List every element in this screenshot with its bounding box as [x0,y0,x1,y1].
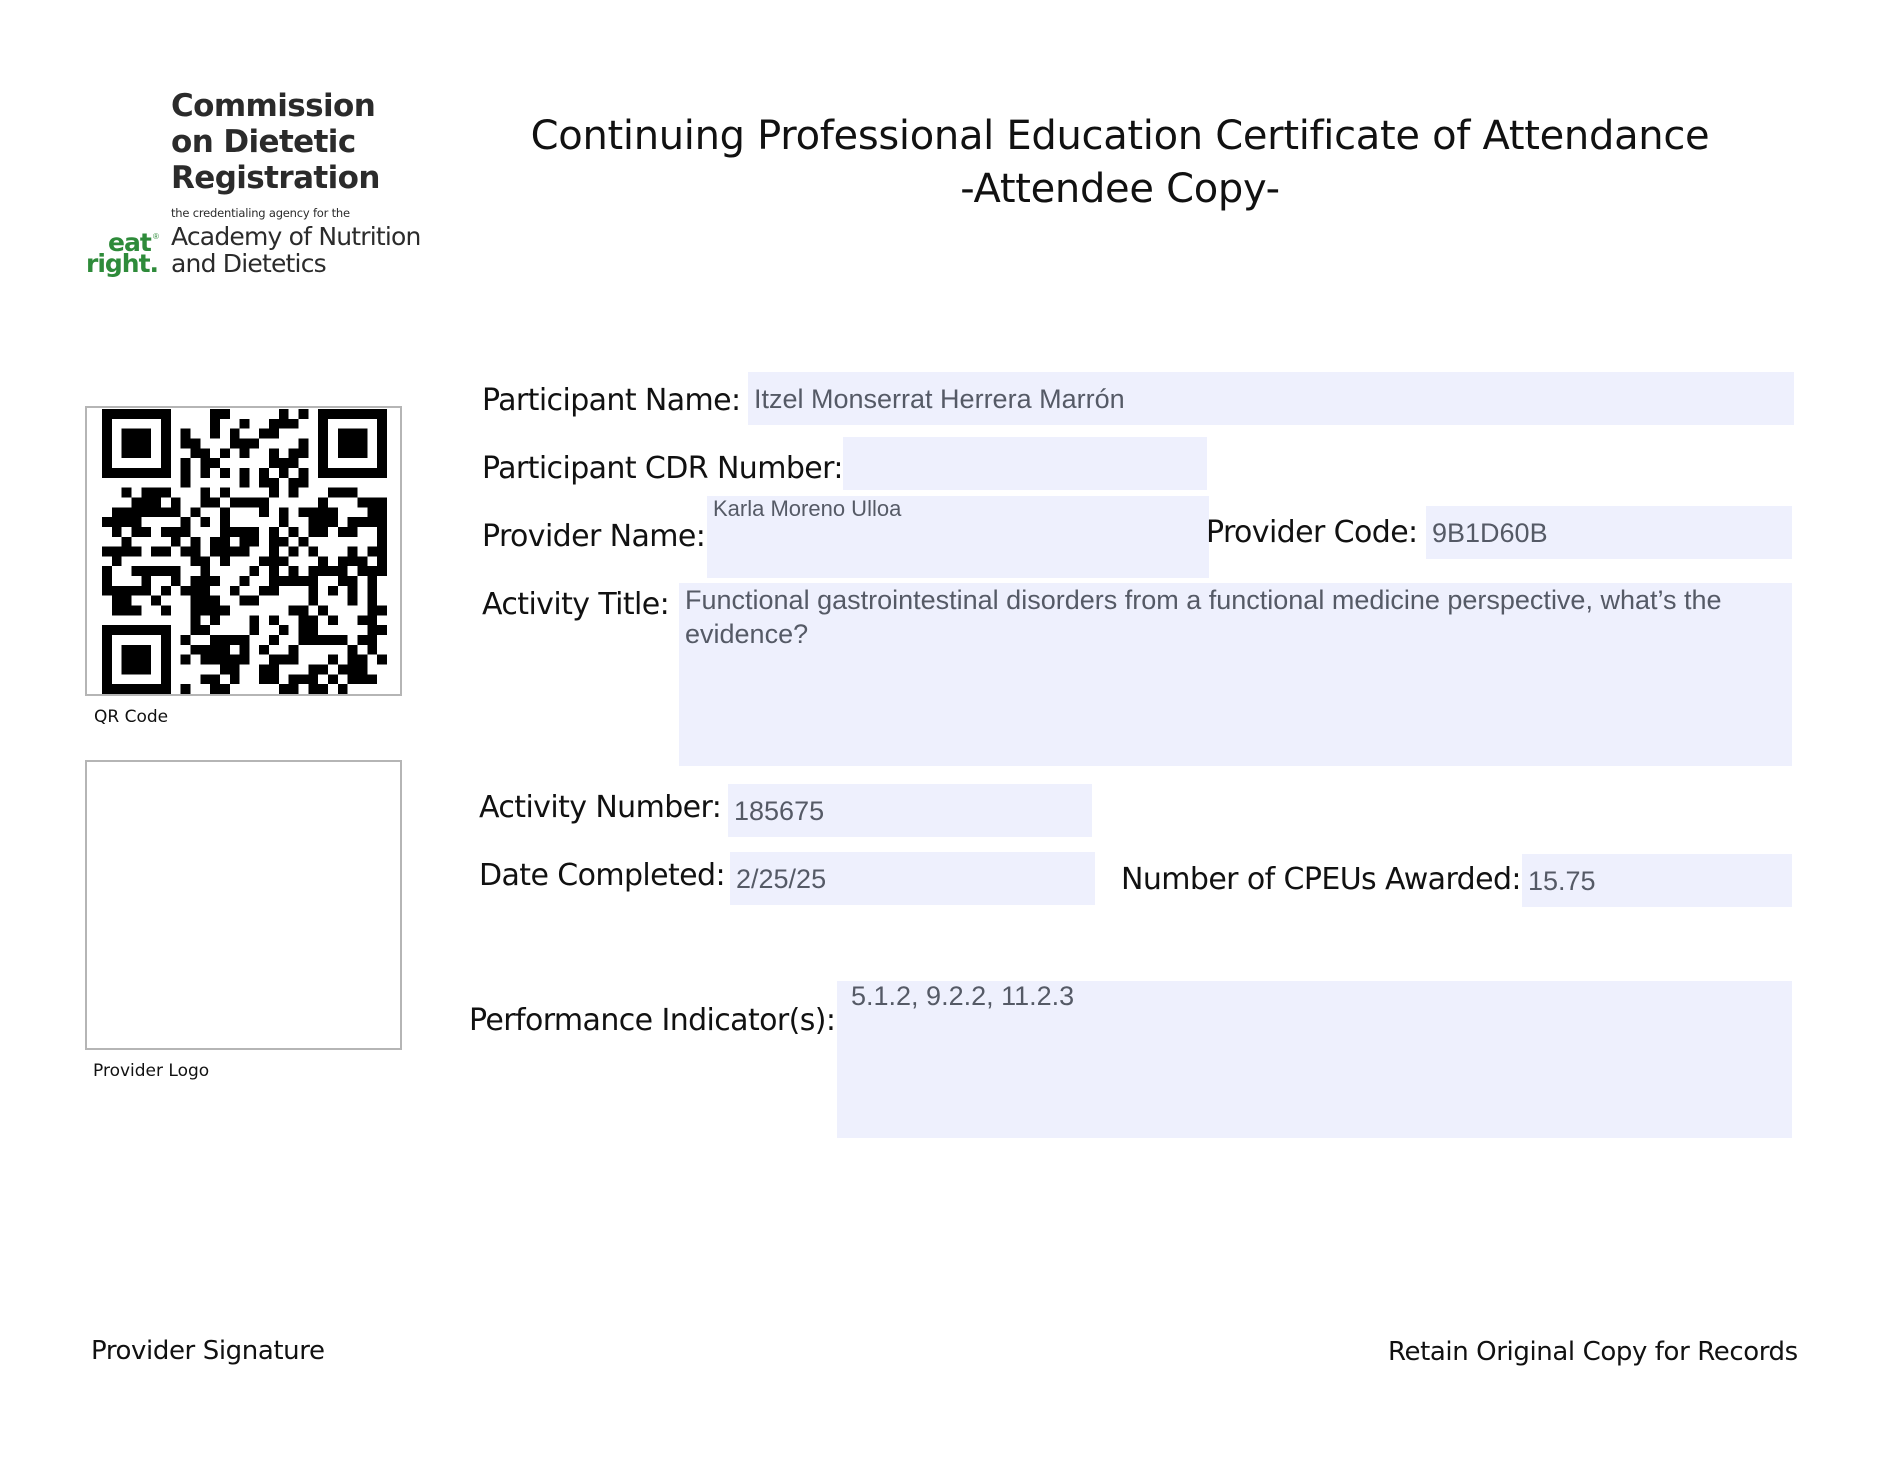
qr-code-box [85,406,402,696]
provider-code-label: Provider Code: [1206,515,1418,550]
logo-line-1: Commission [171,88,376,124]
activity-title-label: Activity Title: [482,587,670,622]
provider-name-field[interactable] [707,496,1209,578]
date-completed-value: 2/25/25 [736,864,827,894]
participant-name-value: Itzel Monserrat Herrera Marrón [754,384,1125,414]
provider-name-label: Provider Name: [482,519,706,554]
date-completed-label: Date Completed: [479,858,725,893]
activity-number-value: 185675 [734,796,825,826]
provider-name-value: Karla Moreno Ulloa [713,496,902,521]
performance-indicators-field[interactable] [837,981,1792,1138]
logo-line-2: on Dietetic [171,124,356,160]
logo-tagline: the credentialing agency for the [171,206,350,220]
cpeus-field[interactable] [1522,854,1792,907]
activity-title-value: Functional gastrointestinal disorders from a functional medicine perspective, what’s the evidence? [685,585,1722,649]
provider-signature-label: Provider Signature [91,1336,325,1366]
participant-cdr-field[interactable] [843,437,1207,490]
activity-number-label: Activity Number: [479,790,722,825]
provider-logo-caption: Provider Logo [93,1061,210,1081]
participant-name-label: Participant Name: [482,383,741,418]
date-completed-field[interactable] [730,852,1095,905]
activity-title-field[interactable] [679,583,1792,766]
certificate-title: Continuing Professional Education Certificate of Attendance [530,113,1710,159]
cpeus-value: 15.75 [1528,866,1596,896]
logo-academy-line-1: Academy of Nutrition [171,222,421,251]
provider-code-value: 9B1D60B [1432,518,1548,548]
logo-line-3: Registration [171,160,380,196]
activity-number-field[interactable] [728,784,1092,837]
registered-mark: ® [153,232,159,241]
performance-indicators-label: Performance Indicator(s): [469,1003,836,1038]
provider-logo-box [85,760,402,1050]
cpeus-label: Number of CPEUs Awarded: [1121,862,1521,897]
eatright-right: right. [86,249,159,278]
performance-indicators-value: 5.1.2, 9.2.2, 11.2.3 [851,981,1075,1011]
certificate-subtitle: -Attendee Copy- [960,166,1280,212]
qr-code-caption: QR Code [94,707,169,727]
logo-academy-line-2: and Dietetics [171,249,326,278]
participant-name-field[interactable] [748,372,1794,425]
qr-code-icon [102,409,387,694]
participant-cdr-label: Participant CDR Number: [482,451,843,486]
provider-code-field[interactable] [1426,506,1792,559]
eatright-eat: eat [108,228,151,257]
retain-copy-note: Retain Original Copy for Records [1388,1337,1798,1367]
